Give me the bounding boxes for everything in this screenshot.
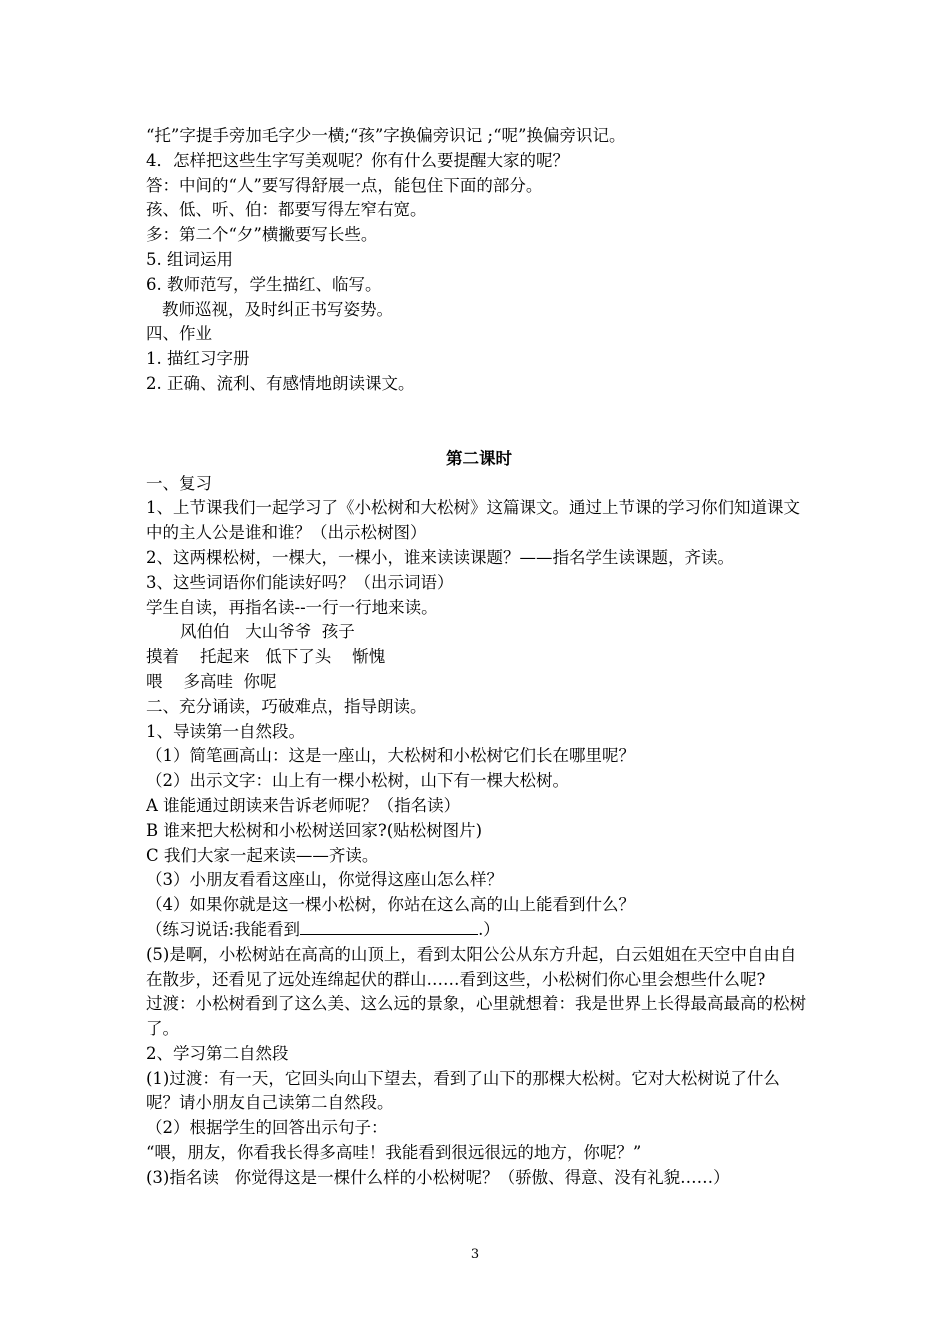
paragraph: (5)是啊，小松树站在高高的山顶上，看到太阳公公从东方升起，白云姐姐在天空中自由自在散步，还看见了远处连绵起伏的群山……看到这些，小松树们你心里会想些什么呢? — [146, 944, 797, 989]
paragraph: 过渡：小松树看到了这么美、这么远的景象，心里就想着：我是世界上长得最高最高的松树了。 — [146, 994, 806, 1039]
line: （4）如果你就是这一棵小松树，你站在这么高的山上能看到什么？ — [146, 895, 635, 915]
line: 1. 描红习字册 — [146, 349, 250, 369]
line: “喂，朋友，你看我长得多高哇！我能看到很远很远的地方，你呢？” — [146, 1143, 642, 1163]
line: 学生自读，再指名读--一行一行地来读。 — [146, 597, 438, 617]
line: (3)指名读 你觉得这是一棵什么样的小松树呢？（骄傲、得意、没有礼貌……） — [146, 1167, 730, 1187]
line: 答：中间的“人”要写得舒展一点，能包住下面的部分。 — [146, 175, 543, 195]
line: 孩、低、听、伯：都要写得左窄右宽。 — [146, 200, 427, 220]
line: 二、充分诵读，巧破难点，指导朗读。 — [146, 696, 427, 716]
line: 教师巡视，及时纠正书写姿势。 — [162, 299, 393, 319]
section-heading: 第二课时 — [446, 448, 512, 468]
line: 4．怎样把这些生字写美观呢？你有什么要提醒大家的呢？ — [146, 150, 569, 170]
word-list-line: 风伯伯 大山爷爷 孩子 — [180, 622, 355, 642]
line: 2. 正确、流利、有感情地朗读课文。 — [146, 373, 415, 393]
line: 2、这两棵松树，一棵大，一棵小，谁来读读课题？——指名学生读课题，齐读。 — [146, 547, 734, 567]
practice-suffix: .） — [478, 919, 500, 939]
paragraph: 1、上节课我们一起学习了《小松树和大松树》这篇课文。通过上节课的学习你们知道课文中的主人公是谁和谁？（出示松树图） — [146, 498, 800, 543]
line: C 我们大家一起来读——齐读。 — [146, 845, 379, 865]
word-list-line: 喂 多高哇 你呢 — [146, 671, 277, 691]
line: “托”字提手旁加毛字少一横;“孩”字换偏旁识记 ;“呢”换偏旁识记。 — [146, 126, 626, 145]
line: 2、学习第二自然段 — [146, 1043, 289, 1063]
page-number: 3 — [470, 1247, 480, 1262]
line: 多：第二个“夕”横撇要写长些。 — [146, 225, 378, 245]
line: （3）小朋友看看这座山，你觉得这座山怎么样？ — [146, 870, 503, 890]
line: （2）出示文字：山上有一棵小松树，山下有一棵大松树。 — [146, 771, 569, 791]
line: 1、导读第一自然段。 — [146, 721, 305, 741]
document-page — [146, 124, 812, 1191]
fill-in-blank — [300, 918, 478, 935]
line: 一、复习 — [146, 473, 212, 493]
line: 6. 教师范写，学生描红、临写。 — [146, 274, 382, 294]
line: （1）简笔画高山：这是一座山，大松树和小松树它们长在哪里呢？ — [146, 746, 635, 766]
practice-prefix: （练习说话:我能看到 — [146, 919, 301, 939]
line: 四、作业 — [146, 324, 212, 344]
line: 3、这些词语你们能读好吗？（出示词语） — [146, 572, 454, 592]
line: B 谁来把大松树和小松树送回家?(贴松树图片) — [146, 820, 483, 840]
line: 5. 组词运用 — [146, 249, 233, 269]
line: A 谁能通过朗读来告诉老师呢？（指名读） — [146, 795, 461, 815]
spacer — [146, 397, 812, 447]
word-list-line: 摸着 托起来 低下了头 惭愧 — [146, 647, 386, 667]
line: （2）根据学生的回答出示句子： — [146, 1118, 388, 1138]
paragraph: (1)过渡：有一天，它回头向山下望去，看到了山下的那棵大松树。它对大松树说了什么呢？请小朋友自己读第二自然段。 — [146, 1068, 780, 1113]
practice-line — [146, 918, 812, 943]
